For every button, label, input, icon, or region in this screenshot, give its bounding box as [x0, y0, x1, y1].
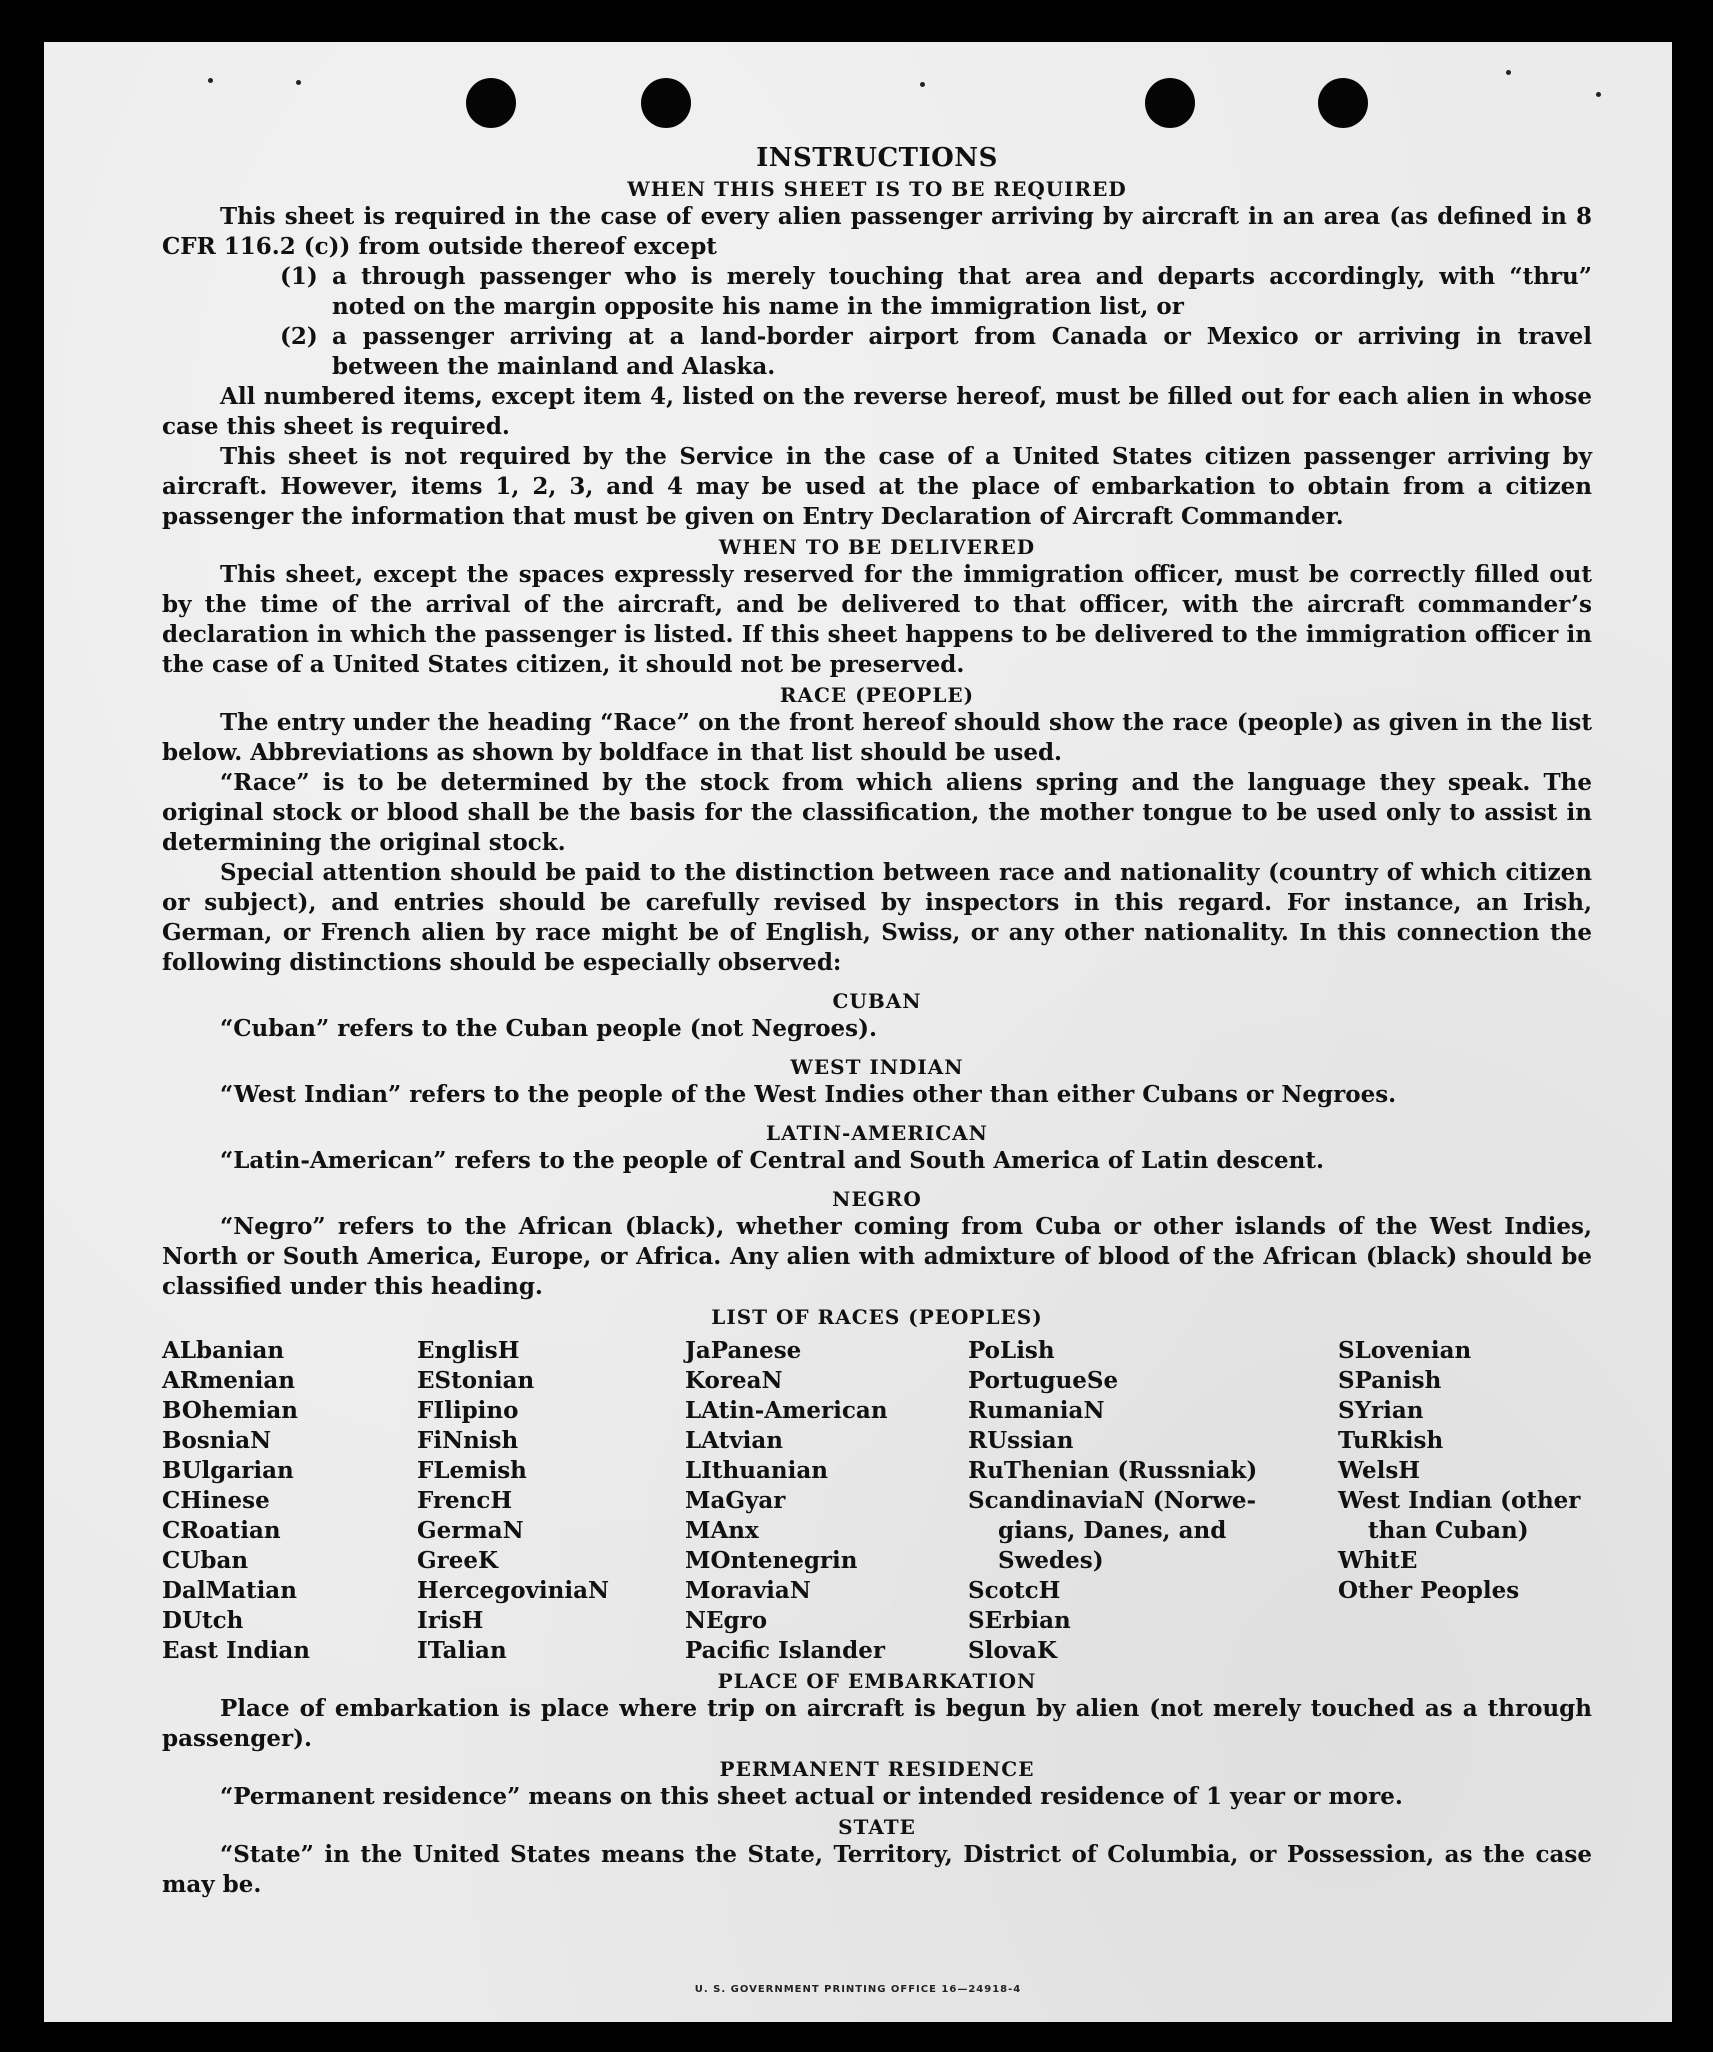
race-entry: gians, Danes, and — [998, 1517, 1227, 1544]
race-entry: Swedes) — [998, 1547, 1104, 1574]
race-entry: RuThenian (Russniak) — [968, 1457, 1258, 1484]
state-text: “State” in the United States means the State, Territory, District of Columbia, or Possession, as the case may be. — [162, 1841, 1592, 1898]
race-entry: PortugueSe — [968, 1367, 1119, 1394]
race-entry: PoLish — [968, 1337, 1055, 1364]
punch-hole — [466, 78, 516, 128]
race-entry: MoraviaN — [685, 1577, 811, 1604]
race-entry: SLovenian — [1338, 1337, 1472, 1364]
race-entry: West Indian (other — [1338, 1487, 1581, 1514]
speck — [1596, 92, 1601, 97]
page-title: INSTRUCTIONS — [756, 143, 998, 173]
punch-hole — [641, 78, 691, 128]
race-entry: CRoatian — [162, 1517, 281, 1544]
race-p1: The entry under the heading “Race” on the front hereof should show the race (people) as given in the list below. Abbreviations as shown by boldface in that list should be used. — [162, 709, 1592, 766]
race-p3: Special attention should be paid to the distinction between race and nationality (country of which citizen or subject), and entries should be carefully revised by inspectors in this regard. For instance, an Irish, German, or French alien by race might be of English, Swiss, or any other nationality. In this connection the following distinctions should be especially observed: — [162, 859, 1592, 976]
race-column — [685, 1336, 968, 1666]
race-column — [162, 1336, 417, 1666]
race-list — [162, 1336, 1592, 1666]
race-entry: SlovaK — [968, 1637, 1057, 1664]
race-entry: BosniaN — [162, 1427, 272, 1454]
race-entry: than Cuban) — [1368, 1517, 1529, 1544]
race-entry: DUtch — [162, 1607, 244, 1634]
race-entry: Other Peoples — [1338, 1577, 1520, 1604]
race-entry: MaGyar — [685, 1487, 786, 1514]
race-entry: SYrian — [1338, 1397, 1424, 1424]
latin-american-text: “Latin-American” refers to the people of Central and South America of Latin descent. — [220, 1147, 1324, 1174]
race-entry: LAtvian — [685, 1427, 783, 1454]
race-entry: NEgro — [685, 1607, 768, 1634]
race-entry: HercegoviniaN — [417, 1577, 610, 1604]
race-entry: BUlgarian — [162, 1457, 294, 1484]
heading-embarkation: PLACE OF EMBARKATION — [717, 1669, 1037, 1693]
race-entry: ARmenian — [162, 1367, 296, 1394]
race-p2: “Race” is to be determined by the stock from which aliens spring and the language they speak. The original stock or blood shall be the basis for the classification, the mother tongue to be used only to assist in determining the original stock. — [162, 769, 1592, 856]
race-entry: CHinese — [162, 1487, 270, 1514]
race-entry: FIlipino — [417, 1397, 519, 1424]
speck — [296, 80, 301, 85]
race-entry: SPanish — [1338, 1367, 1442, 1394]
cuban-text: “Cuban” refers to the Cuban people (not Negroes). — [220, 1015, 878, 1042]
required-para3: This sheet is not required by the Service in the case of a United States citizen passenger arriving by aircraft. However, items 1, 2, 3, and 4 may be used at the place of embarkation to obtain from a citizen passenger the information that must be given on Entry Declaration of Aircraft Commander. — [162, 443, 1592, 530]
race-entry: EnglisH — [417, 1337, 520, 1364]
race-entry: WhitE — [1338, 1547, 1418, 1574]
race-column — [1338, 1336, 1592, 1666]
required-para2: All numbered items, except item 4, listed on the reverse hereof, must be filled out for each alien in whose case this sheet is required. — [162, 383, 1592, 440]
printing-office-imprint: U. S. GOVERNMENT PRINTING OFFICE 16—24918-4 — [694, 1984, 1022, 1995]
race-entry: WelsH — [1338, 1457, 1421, 1484]
heading-state: STATE — [838, 1815, 916, 1839]
race-entry: MAnx — [685, 1517, 759, 1544]
race-entry: EStonian — [417, 1367, 535, 1394]
heading-latin-american: LATIN-AMERICAN — [766, 1121, 988, 1145]
race-entry: TuRkish — [1338, 1427, 1444, 1454]
race-entry: FiNnish — [417, 1427, 519, 1454]
west-indian-text: “West Indian” refers to the people of the West Indies other than either Cubans or Negroes. — [220, 1081, 1397, 1108]
heading-negro: NEGRO — [832, 1187, 922, 1211]
race-entry: GermaN — [417, 1517, 524, 1544]
race-entry: ALbanian — [162, 1337, 285, 1364]
speck — [1506, 70, 1511, 75]
race-entry: ScotcH — [968, 1577, 1061, 1604]
race-entry: LIthuanian — [685, 1457, 828, 1484]
exception-item: (2) a passenger arriving at a land-border airport from Canada or Mexico or arriving in travel between the mainland and Alaska. — [280, 323, 1592, 380]
heading-delivered: WHEN TO BE DELIVERED — [718, 535, 1036, 559]
speck — [920, 82, 925, 87]
heading-residence: PERMANENT RESIDENCE — [719, 1757, 1035, 1781]
race-entry: JaPanese — [685, 1337, 802, 1364]
race-entry: DalMatian — [162, 1577, 297, 1604]
race-entry: ScandinaviaN (Norwe- — [968, 1487, 1257, 1514]
race-entry: MOntenegrin — [685, 1547, 858, 1574]
negro-text: “Negro” refers to the African (black), whether coming from Cuba or other islands of the West Indies, North or South America, Europe, or Africa. Any alien with admixture of blood of the African (black) should be classified under this heading. — [162, 1213, 1592, 1300]
race-entry: RUssian — [968, 1427, 1074, 1454]
exception-item: (1) a through passenger who is merely touching that area and departs accordingly, with “thru” noted on the margin opposite his name in the immigration list, or — [280, 263, 1592, 320]
race-entry: Pacific Islander — [685, 1637, 885, 1664]
race-entry: GreeK — [417, 1547, 499, 1574]
race-column — [417, 1336, 685, 1666]
race-entry: LAtin-American — [685, 1397, 888, 1424]
embarkation-text: Place of embarkation is place where trip on aircraft is begun by alien (not merely touched as a through passenger). — [162, 1695, 1592, 1752]
race-entry: FrencH — [417, 1487, 513, 1514]
punch-hole — [1318, 78, 1368, 128]
document-sheet — [44, 42, 1672, 2022]
residence-text: “Permanent residence” means on this sheet actual or intended residence of 1 year or more. — [220, 1783, 1403, 1810]
race-entry: KoreaN — [685, 1367, 783, 1394]
punch-hole — [1145, 78, 1195, 128]
race-entry: East Indian — [162, 1637, 310, 1664]
heading-west-indian: WEST INDIAN — [790, 1055, 964, 1079]
race-entry: FLemish — [417, 1457, 527, 1484]
instructions-content — [162, 142, 1592, 1900]
race-entry: ITalian — [417, 1637, 507, 1664]
required-intro: This sheet is required in the case of every alien passenger arriving by aircraft in an area (as defined in 8 CFR 116.2 (c)) from outside thereof except — [162, 203, 1592, 260]
delivered-text: This sheet, except the spaces expressly reserved for the immigration officer, must be correctly filled out by the time of the arrival of the aircraft, and be delivered to that officer, with the aircraft commander’s declaration in which the passenger is listed. If this sheet happens to be delivered to the immigration officer in the case of a United States citizen, it should not be preserved. — [162, 561, 1592, 678]
heading-race: RACE (PEOPLE) — [779, 683, 975, 707]
race-column — [968, 1336, 1338, 1666]
heading-cuban: CUBAN — [832, 989, 922, 1013]
race-entry: IrisH — [417, 1607, 484, 1634]
race-entry: CUban — [162, 1547, 249, 1574]
race-entry: SErbian — [968, 1607, 1071, 1634]
speck — [208, 78, 213, 83]
heading-required: WHEN THIS SHEET IS TO BE REQUIRED — [627, 177, 1127, 201]
heading-list-of-races: LIST OF RACES (PEOPLES) — [711, 1305, 1043, 1329]
race-entry: RumaniaN — [968, 1397, 1105, 1424]
race-entry: BOhemian — [162, 1397, 298, 1424]
